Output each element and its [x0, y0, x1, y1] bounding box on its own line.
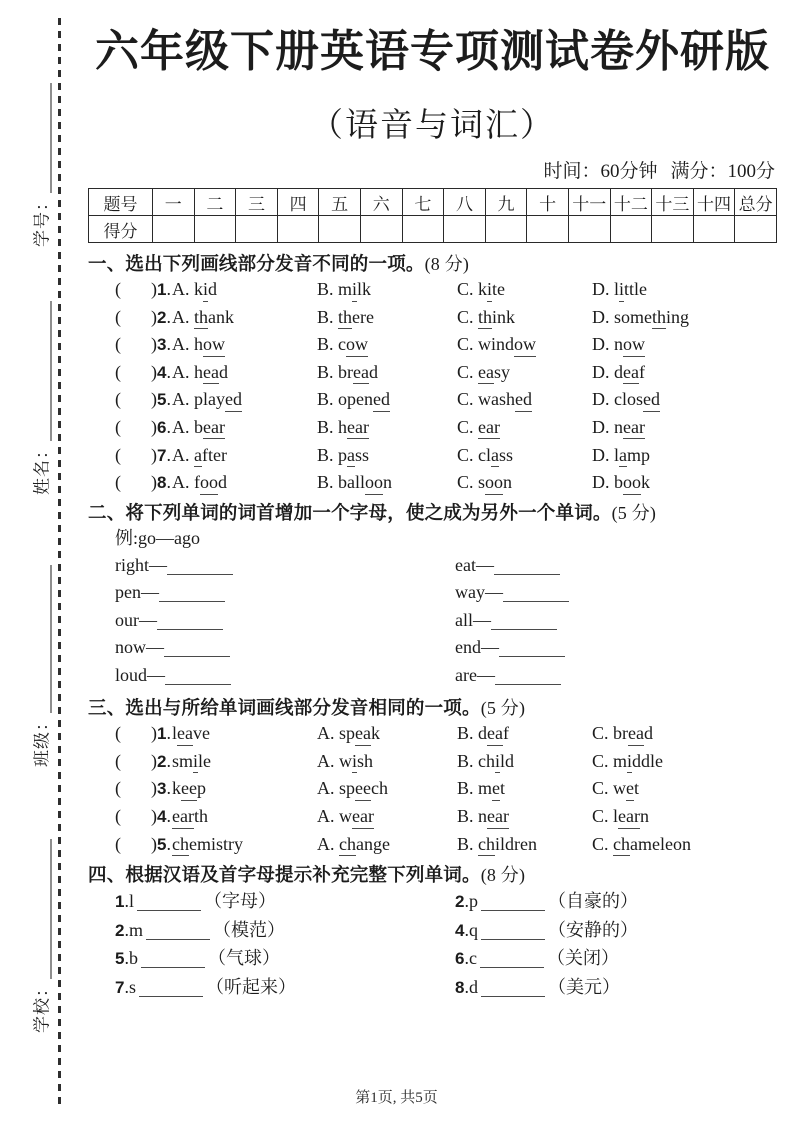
score-table-header-cell: 十 — [527, 189, 569, 216]
underlined-letters: ea — [203, 362, 219, 385]
section-4-heading-text: 四、根据汉语及首字母提示补充完整下列单词。 — [88, 864, 481, 886]
option-a: A. how — [172, 331, 317, 359]
underlined-letters: ea — [487, 723, 503, 746]
student-id-label: 学号： — [32, 193, 52, 247]
score-input-cell[interactable] — [527, 216, 569, 243]
underlined-letters: ch — [478, 834, 495, 857]
underlined-letters: ea — [623, 362, 639, 385]
underlined-letters: ow — [623, 334, 645, 357]
fill-item: 5.b （气球） — [115, 948, 280, 969]
name-blank[interactable] — [35, 301, 52, 441]
underlined-letters: ch — [172, 834, 189, 857]
question-number: 5 — [115, 949, 125, 969]
transform-row — [88, 634, 777, 662]
fill-row — [88, 973, 777, 1002]
transform-item: all— — [455, 607, 777, 635]
transform-item: right— — [115, 552, 455, 580]
section-2-heading-text: 二、将下列单词的词首增加一个字母，使之成为另外一个单词。 — [88, 501, 612, 523]
fill-item: 8.d （美元） — [455, 977, 620, 997]
option-b: B. hear — [317, 414, 457, 442]
underlined-letters: ear — [618, 806, 640, 829]
question-number: 8 — [455, 978, 465, 997]
fill-item: 7.s （听起来） — [115, 977, 296, 997]
question-stem-word: chemistry — [172, 831, 317, 859]
question-number: 6 — [157, 417, 167, 437]
underlined-letters: i — [627, 751, 632, 774]
question-row — [88, 775, 777, 803]
transform-row — [88, 579, 777, 607]
section-1-body — [88, 276, 777, 497]
chinese-hint: （字母） — [203, 891, 276, 912]
option-a: A. kid — [172, 276, 317, 304]
underlined-letters: oo — [200, 472, 218, 495]
transform-item: way— — [455, 579, 777, 607]
option-b: B. pass — [317, 442, 457, 470]
question-row — [88, 442, 777, 470]
question-number: 6 — [455, 949, 465, 969]
question-number: 2 — [157, 307, 167, 327]
score-table-header-cell: 二 — [194, 189, 236, 216]
option-c: C. kite — [457, 276, 592, 304]
question-number: 3 — [157, 335, 167, 355]
underlined-letters: ed — [225, 389, 242, 412]
answer-paren-blank[interactable]: ( )5. — [115, 389, 171, 410]
score-input-cell[interactable] — [735, 216, 777, 243]
section-2-example: 例:go—ago — [115, 527, 200, 548]
question-number: 5 — [157, 834, 167, 854]
answer-blank[interactable] — [481, 979, 545, 997]
option-b: B. milk — [317, 276, 457, 304]
fill-item: 2.p （自豪的） — [455, 891, 638, 912]
option-d: D. little — [592, 276, 777, 304]
score-table-header-cell: 四 — [277, 189, 319, 216]
transform-item: are— — [455, 662, 777, 690]
answer-blank[interactable] — [164, 639, 230, 657]
score-input-cell[interactable] — [610, 216, 652, 243]
underlined-letters: ear — [478, 417, 500, 440]
answer-paren-blank[interactable]: ( )2. — [115, 306, 171, 327]
time-limit-label: 时间：60分钟 — [543, 161, 658, 182]
question-row — [88, 386, 777, 414]
score-input-cell[interactable] — [236, 216, 278, 243]
question-number: 7 — [115, 978, 125, 997]
underlined-letters: oo — [485, 472, 503, 495]
score-table-header-cell: 十一 — [568, 189, 610, 216]
question-row — [88, 831, 777, 859]
page-footer: 第1页, 共5页 — [355, 1090, 438, 1106]
sidebar-field-student-id — [28, 83, 53, 247]
option-d: D. near — [592, 414, 777, 442]
option-c: C. chameleon — [592, 831, 777, 859]
school-blank[interactable] — [35, 839, 52, 979]
option-c: C. window — [457, 331, 592, 359]
answer-blank[interactable] — [141, 950, 205, 968]
underlined-letters: ea — [478, 362, 494, 385]
section-3-body — [88, 720, 777, 858]
answer-paren-blank[interactable]: ( )1. — [115, 723, 171, 744]
score-table-header-cell: 八 — [444, 189, 486, 216]
underlined-letters: ear — [203, 417, 225, 440]
transform-item: our— — [115, 607, 455, 635]
transform-item: end— — [455, 634, 777, 662]
option-a: A. head — [172, 359, 317, 387]
underlined-letters: th — [478, 307, 492, 330]
option-b: B. cow — [317, 331, 457, 359]
chinese-hint: （关闭） — [546, 948, 619, 969]
option-c: C. wet — [592, 775, 777, 803]
underlined-letters: ee — [181, 778, 197, 801]
question-number: 4 — [157, 807, 167, 827]
section-1-heading-text: 一、选出下列画线部分发音不同的一项。 — [88, 253, 425, 274]
underlined-letters: ear — [347, 417, 369, 440]
transform-row — [88, 552, 777, 580]
option-a: A. wish — [317, 748, 457, 776]
underlined-letters: ea — [353, 362, 369, 385]
option-c: C. soon — [457, 469, 592, 497]
underlined-letters: ear — [487, 806, 509, 829]
score-input-cell[interactable] — [652, 216, 694, 243]
answer-paren-blank[interactable]: ( )6. — [115, 416, 171, 437]
chinese-hint: （自豪的） — [547, 891, 638, 912]
transform-item: loud— — [115, 662, 455, 690]
underlined-letters: a — [194, 445, 202, 468]
score-table-header-cell: 九 — [485, 189, 527, 216]
option-b: B. near — [457, 803, 592, 831]
answer-blank[interactable] — [481, 893, 545, 911]
question-number: 1 — [157, 724, 167, 744]
underlined-letters: i — [619, 279, 624, 302]
page-subtitle: （语音与词汇） — [310, 108, 555, 144]
question-row — [88, 331, 777, 359]
option-d: D. closed — [592, 386, 777, 414]
score-table-value-row — [89, 216, 777, 243]
score-table-header-cell: 总分 — [735, 189, 777, 216]
paper-main — [88, 0, 777, 1002]
chinese-hint: （安静的） — [547, 919, 638, 940]
school-label: 学校： — [32, 979, 52, 1033]
question-number: 4 — [157, 362, 167, 382]
answer-blank[interactable] — [495, 667, 561, 685]
underlined-letters: a — [619, 445, 627, 468]
answer-paren-blank[interactable]: ( )7. — [115, 444, 171, 465]
answer-blank[interactable] — [165, 667, 231, 685]
cut-dashed-line — [58, 18, 61, 1108]
transform-row — [88, 607, 777, 635]
fill-item: 2.m （模范） — [115, 919, 285, 940]
question-number: 2 — [157, 751, 167, 771]
answer-blank[interactable] — [137, 893, 201, 911]
underlined-letters: ear — [172, 806, 194, 829]
score-input-cell[interactable] — [153, 216, 195, 243]
chinese-hint: （听起来） — [205, 977, 296, 997]
option-b: B. opened — [317, 386, 457, 414]
answer-paren-blank[interactable]: ( )2. — [115, 750, 171, 771]
underlined-letters: i — [193, 751, 198, 774]
score-table-header-cell: 十二 — [610, 189, 652, 216]
underlined-letters: ed — [373, 389, 390, 412]
score-table-header-cell: 一 — [153, 189, 195, 216]
underlined-letters: ed — [515, 389, 532, 412]
option-b: B. children — [457, 831, 592, 859]
section-3-score: (5 分) — [480, 698, 526, 719]
score-table-header-cell: 十三 — [652, 189, 694, 216]
underlined-letters: th — [652, 307, 666, 330]
underlined-letters: th — [194, 307, 208, 330]
option-c: C. learn — [592, 803, 777, 831]
answer-blank[interactable] — [157, 612, 223, 630]
page-title: 六年级下册英语专项测试卷外研版 — [95, 27, 770, 76]
score-table-header-cell: 五 — [319, 189, 361, 216]
question-stem-word: earth — [172, 803, 317, 831]
underlined-letters: th — [338, 307, 352, 330]
question-row — [88, 359, 777, 387]
answer-blank[interactable] — [167, 557, 233, 575]
answer-blank[interactable] — [494, 557, 560, 575]
class-blank[interactable] — [35, 565, 52, 713]
transform-item: now— — [115, 634, 455, 662]
option-d: D. lamp — [592, 442, 777, 470]
option-a: A. after — [172, 442, 317, 470]
score-input-cell[interactable] — [444, 216, 486, 243]
option-c: C. washed — [457, 386, 592, 414]
question-stem-word: keep — [172, 775, 317, 803]
sidebar-field-class — [28, 565, 53, 767]
section-1-score: (8 分) — [424, 254, 470, 274]
score-input-cell[interactable] — [360, 216, 402, 243]
sidebar-field-name — [28, 301, 53, 495]
section-2-heading — [88, 501, 777, 525]
section-2-body — [88, 552, 777, 690]
question-number: 2 — [455, 892, 465, 912]
underlined-letters: ch — [339, 834, 356, 857]
answer-blank[interactable] — [503, 584, 569, 602]
underlined-letters: ee — [355, 778, 371, 801]
option-d: D. deaf — [592, 359, 777, 387]
option-c: C. middle — [592, 748, 777, 776]
option-c: C. class — [457, 442, 592, 470]
question-number: 1 — [115, 892, 125, 912]
score-table-header-cell: 三 — [236, 189, 278, 216]
fill-row — [88, 916, 777, 945]
option-d: D. something — [592, 304, 777, 332]
underlined-letters: oo — [623, 472, 641, 495]
underlined-letters: i — [487, 279, 492, 302]
answer-paren-blank[interactable]: ( )5. — [115, 833, 171, 854]
underlined-letters: ow — [346, 334, 368, 357]
score-input-cell[interactable] — [485, 216, 527, 243]
underlined-letters: a — [491, 445, 499, 468]
underlined-letters: e — [626, 778, 634, 801]
option-a: A. thank — [172, 304, 317, 332]
fill-row — [88, 944, 777, 973]
question-row — [88, 414, 777, 442]
score-input-cell[interactable] — [693, 216, 735, 243]
name-label: 姓名： — [32, 441, 52, 495]
underlined-letters: i — [352, 279, 357, 302]
question-stem-word: smile — [172, 748, 317, 776]
score-row-label: 得分 — [89, 216, 153, 243]
option-a: A. played — [172, 386, 317, 414]
option-b: B. balloon — [317, 469, 457, 497]
option-b: B. met — [457, 775, 592, 803]
answer-paren-blank[interactable]: ( )4. — [115, 806, 171, 827]
option-a: A. speech — [317, 775, 457, 803]
underlined-letters: ch — [613, 834, 630, 857]
transform-row — [88, 662, 777, 690]
question-row — [88, 469, 777, 497]
question-number: 7 — [157, 445, 167, 465]
option-a: A. speak — [317, 720, 457, 748]
underlined-letters: ow — [514, 334, 536, 357]
score-table-header-cell: 题号 — [89, 189, 153, 216]
question-row — [88, 720, 777, 748]
underlined-letters: i — [495, 751, 500, 774]
answer-blank[interactable] — [139, 979, 203, 997]
underlined-letters: e — [492, 778, 500, 801]
question-number: 2 — [115, 920, 125, 940]
answer-paren-blank[interactable]: ( )3. — [115, 334, 171, 355]
underlined-letters: ear — [623, 417, 645, 440]
question-number: 3 — [157, 779, 167, 799]
transform-item: eat— — [455, 552, 777, 580]
underlined-letters: i — [352, 751, 357, 774]
section-3-heading-text: 三、选出与所给单词画线部分发音相同的一项。 — [88, 697, 481, 719]
option-b: B. bread — [317, 359, 457, 387]
score-input-cell[interactable] — [319, 216, 361, 243]
answer-blank[interactable] — [481, 922, 545, 940]
underlined-letters: ea — [355, 723, 371, 746]
score-input-cell[interactable] — [568, 216, 610, 243]
option-a: A. food — [172, 469, 317, 497]
underlined-letters: i — [203, 279, 208, 302]
answer-blank[interactable] — [146, 922, 210, 940]
score-table — [88, 188, 777, 243]
question-stem-word: leave — [172, 720, 317, 748]
student-id-blank[interactable] — [35, 83, 52, 193]
answer-paren-blank[interactable]: ( )1. — [115, 279, 171, 299]
underlined-letters: a — [347, 445, 355, 468]
score-input-cell[interactable] — [194, 216, 236, 243]
question-number: 4 — [455, 920, 465, 940]
option-c: C. ear — [457, 414, 592, 442]
option-a: A. change — [317, 831, 457, 859]
chinese-hint: （气球） — [207, 948, 280, 969]
underlined-letters: ed — [643, 389, 660, 412]
question-number: 1 — [157, 280, 167, 299]
answer-paren-blank[interactable]: ( )4. — [115, 361, 171, 382]
answer-blank[interactable] — [480, 950, 544, 968]
option-c: C. bread — [592, 720, 777, 748]
score-input-cell[interactable] — [277, 216, 319, 243]
answer-blank[interactable] — [491, 612, 557, 630]
question-number: 5 — [157, 390, 167, 410]
option-d: D. now — [592, 331, 777, 359]
section-3-heading — [88, 696, 777, 720]
question-row — [88, 803, 777, 831]
option-d: D. book — [592, 469, 777, 497]
underlined-letters: ea — [628, 723, 644, 746]
full-score-label: 满分：100分 — [670, 161, 775, 182]
underlined-letters: ow — [203, 334, 225, 357]
question-row — [88, 276, 777, 304]
option-b: B. there — [317, 304, 457, 332]
exam-meta — [88, 160, 777, 184]
answer-paren-blank[interactable]: ( )3. — [115, 778, 171, 799]
score-table-header-cell: 十四 — [693, 189, 735, 216]
score-table-header-row — [89, 189, 777, 216]
section-1-heading — [88, 252, 777, 276]
score-table-header-cell: 六 — [360, 189, 402, 216]
option-b: B. child — [457, 748, 592, 776]
option-b: B. deaf — [457, 720, 592, 748]
fill-item: 6.c （关闭） — [455, 948, 619, 969]
question-number: 8 — [157, 473, 167, 493]
option-a: A. wear — [317, 803, 457, 831]
question-row — [88, 304, 777, 332]
score-input-cell[interactable] — [402, 216, 444, 243]
answer-paren-blank[interactable]: ( )8. — [115, 472, 171, 493]
option-c: C. easy — [457, 359, 592, 387]
underlined-letters: ear — [352, 806, 374, 829]
section-4-heading — [88, 863, 777, 887]
underlined-letters: ea — [177, 723, 193, 746]
section-4-body — [88, 887, 777, 1001]
section-4-score: (8 分) — [480, 865, 526, 886]
class-label: 班级： — [32, 713, 52, 767]
fill-item: 1.l （字母） — [115, 891, 276, 912]
fill-item: 4.q （安静的） — [455, 919, 638, 940]
sidebar-field-school — [28, 839, 53, 1033]
option-c: C. think — [457, 304, 592, 332]
underlined-letters: oo — [365, 472, 383, 495]
score-table-header-cell: 七 — [402, 189, 444, 216]
answer-blank[interactable] — [159, 584, 225, 602]
question-row — [88, 748, 777, 776]
chinese-hint: （美元） — [547, 977, 620, 997]
answer-blank[interactable] — [499, 639, 565, 657]
chinese-hint: （模范） — [212, 919, 285, 940]
fill-row — [88, 887, 777, 916]
option-a: A. bear — [172, 414, 317, 442]
transform-item: pen— — [115, 579, 455, 607]
section-2-score: (5 分) — [611, 502, 657, 523]
